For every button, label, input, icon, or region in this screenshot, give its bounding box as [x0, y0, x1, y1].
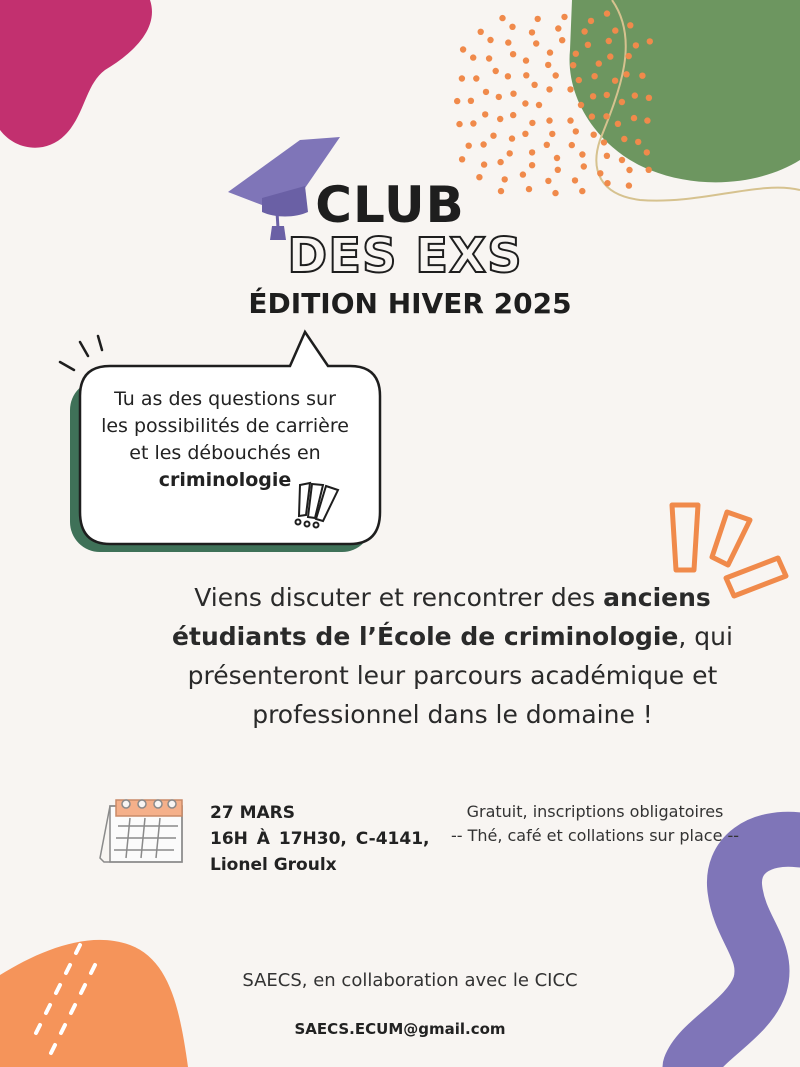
bubble-line-3: et les débouchés en — [129, 442, 321, 464]
description-bold: anciens étudiants de l’École de criminologie — [172, 583, 711, 651]
orange-dot — [578, 102, 584, 108]
orange-dot — [487, 37, 493, 43]
orange-dot — [456, 121, 462, 127]
orange-dot — [579, 151, 585, 157]
orange-dot — [607, 53, 613, 59]
event-building: Lionel Groulx — [210, 855, 337, 875]
orange-dot — [604, 153, 610, 159]
orange-dot — [559, 37, 565, 43]
orange-dot — [554, 155, 560, 161]
info-line-2: -- Thé, café et collations sur place -- — [450, 826, 740, 845]
orange-dot — [596, 60, 602, 66]
orange-dot — [531, 82, 537, 88]
orange-dot — [579, 188, 585, 194]
calendar-icon — [100, 800, 182, 862]
orange-dot — [490, 133, 496, 139]
orange-dot — [606, 38, 612, 44]
event-time-room: 16H À 17H30, C-4141, — [210, 829, 430, 849]
orange-dot — [633, 42, 639, 48]
orange-dot — [535, 16, 541, 22]
orange-dot — [509, 24, 515, 30]
orange-dot — [522, 100, 528, 106]
orange-dot — [576, 77, 582, 83]
orange-dot — [529, 120, 535, 126]
orange-dot — [509, 135, 515, 141]
orange-dot — [482, 111, 488, 117]
orange-dot — [533, 40, 539, 46]
orange-dot — [644, 149, 650, 155]
orange-dot — [573, 51, 579, 57]
orange-dot — [581, 28, 587, 34]
orange-dot — [481, 161, 487, 167]
orange-dot — [591, 73, 597, 79]
orange-dot — [631, 115, 637, 121]
orange-dot — [499, 15, 505, 21]
orange-dot — [480, 141, 486, 147]
burst-lines-icon — [60, 336, 102, 370]
event-date: 27 MARS — [210, 803, 295, 823]
orange-dot — [470, 120, 476, 126]
orange-dot — [460, 46, 466, 52]
orange-dot — [454, 98, 460, 104]
orange-dot — [505, 73, 511, 79]
orange-dot — [581, 163, 587, 169]
orange-dot — [497, 159, 503, 165]
orange-dot — [555, 25, 561, 31]
magenta-blob — [0, 0, 152, 148]
orange-dot — [627, 22, 633, 28]
orange-dot — [470, 54, 476, 60]
orange-dot — [523, 72, 529, 78]
orange-dot — [473, 75, 479, 81]
title-des-exs: DES EXS — [287, 228, 523, 284]
edition-title: ÉDITION HIVER 2025 — [248, 287, 572, 320]
orange-dot — [483, 89, 489, 95]
description-rest: , qui présenteront leur parcours académique et professionnel dans le domaine ! — [187, 622, 733, 729]
collaboration-text: SAECS, en collaboration avec le CICC — [242, 970, 578, 991]
orange-dot — [604, 92, 610, 98]
orange-dot — [626, 167, 632, 173]
orange-dot — [591, 132, 597, 138]
orange-dot — [522, 131, 528, 137]
orange-dot — [569, 142, 575, 148]
description — [165, 578, 740, 734]
orange-dot — [585, 42, 591, 48]
orange-dot — [486, 55, 492, 61]
bubble-line-1: Tu as des questions sur — [114, 388, 336, 410]
orange-dot — [621, 136, 627, 142]
orange-dot — [497, 116, 503, 122]
orange-dot — [567, 86, 573, 92]
orange-dot — [589, 113, 595, 119]
orange-dot — [459, 156, 465, 162]
orange-dot — [459, 75, 465, 81]
orange-dot — [632, 92, 638, 98]
orange-dot — [466, 143, 472, 149]
orange-dot — [529, 162, 535, 168]
orange-dot — [570, 62, 576, 68]
orange-dot — [572, 177, 578, 183]
orange-dot — [567, 117, 573, 123]
orange-dot — [507, 150, 513, 156]
orange-dot — [553, 72, 559, 78]
orange-dot — [626, 182, 632, 188]
orange-dot — [590, 93, 596, 99]
event-details — [210, 800, 450, 878]
orange-blob — [0, 940, 188, 1067]
orange-dot — [619, 157, 625, 163]
purple-swirl — [690, 839, 800, 1067]
orange-dot — [646, 95, 652, 101]
orange-dot — [604, 10, 610, 16]
orange-dot — [552, 190, 558, 196]
orange-dot — [573, 128, 579, 134]
orange-dot — [545, 62, 551, 68]
orange-dot — [626, 53, 632, 59]
orange-dot — [623, 71, 629, 77]
orange-dot — [529, 149, 535, 155]
description-intro: Viens discuter et rencontrer des — [194, 583, 604, 612]
orange-dot — [546, 86, 552, 92]
info-line-1: Gratuit, inscriptions obligatoires — [466, 802, 724, 821]
event-info — [440, 800, 750, 848]
orange-dot — [549, 131, 555, 137]
bubble-bold: criminologie — [158, 469, 292, 491]
orange-dot — [496, 94, 502, 100]
orange-dot — [493, 68, 499, 74]
orange-dot — [561, 14, 567, 20]
bubble-line-2: les possibilités de carrière — [101, 415, 349, 437]
orange-dot — [536, 102, 542, 108]
orange-dot — [603, 113, 609, 119]
orange-dot — [639, 73, 645, 79]
orange-dot — [601, 139, 607, 145]
bubble-text — [90, 386, 360, 494]
orange-dot — [612, 78, 618, 84]
orange-dot — [597, 170, 603, 176]
orange-dot — [615, 121, 621, 127]
contact-email[interactable]: SAECS.ECUM@gmail.com — [294, 1020, 506, 1038]
title-club: CLUB — [315, 176, 465, 234]
orange-dot — [555, 167, 561, 173]
orange-dot — [647, 38, 653, 44]
orange-dot — [510, 51, 516, 57]
orange-dot — [505, 39, 511, 45]
orange-dot — [478, 29, 484, 35]
orange-dot — [523, 57, 529, 63]
orange-dot — [612, 27, 618, 33]
orange-dot — [619, 99, 625, 105]
orange-dot — [545, 178, 551, 184]
orange-dot — [546, 117, 552, 123]
orange-dot — [529, 29, 535, 35]
orange-dot — [604, 180, 610, 186]
orange-dot — [510, 112, 516, 118]
orange-dot — [547, 49, 553, 55]
orange-dot — [468, 98, 474, 104]
orange-dot — [510, 91, 516, 97]
orange-dot — [588, 18, 594, 24]
orange-dot — [644, 117, 650, 123]
orange-dot — [646, 167, 652, 173]
orange-dot — [635, 139, 641, 145]
orange-dot — [544, 142, 550, 148]
